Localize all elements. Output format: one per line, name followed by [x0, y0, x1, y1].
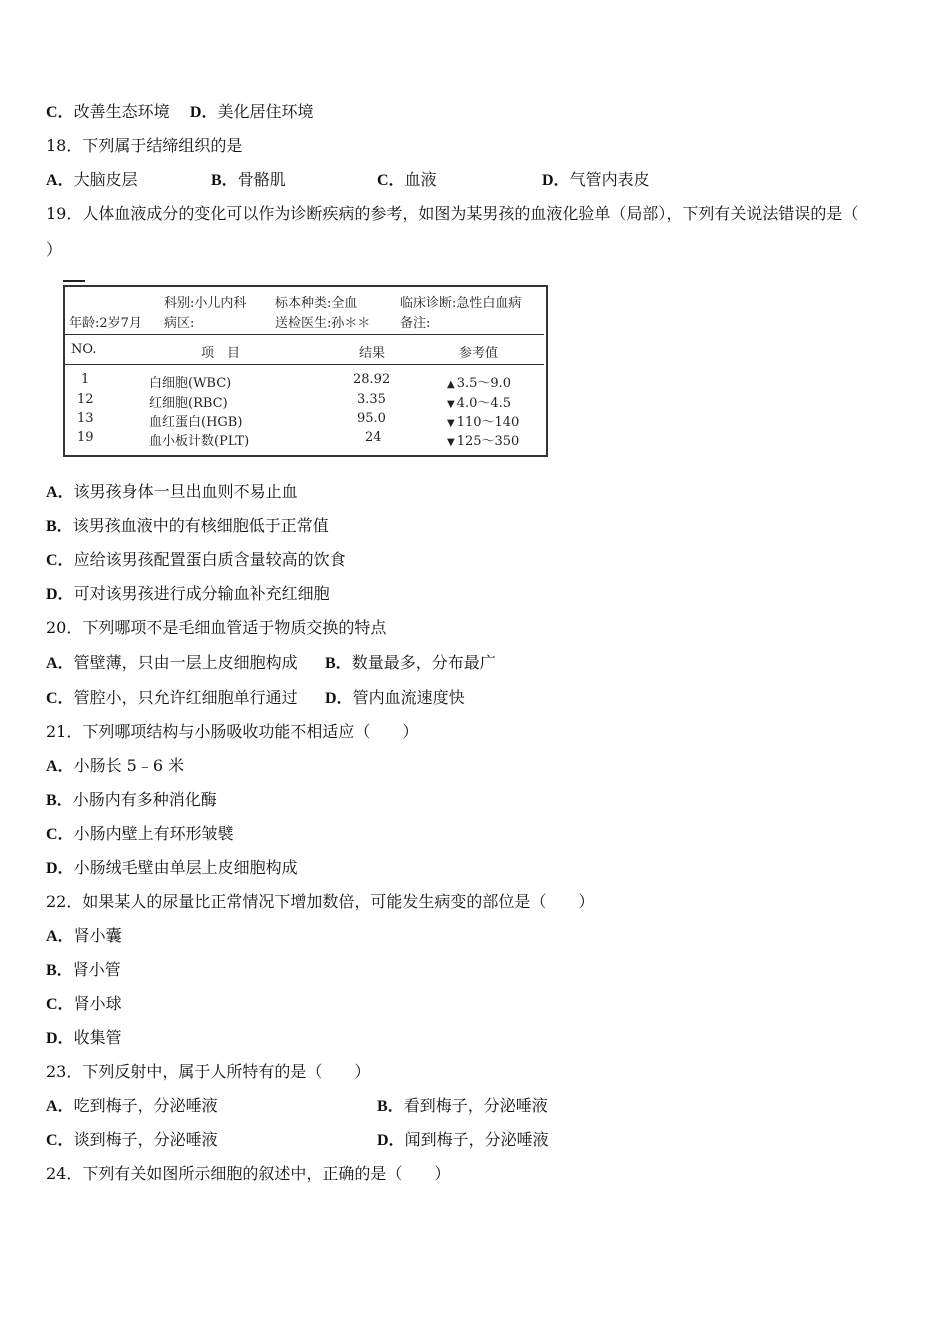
- q19-stem-line1: 19．人体血液成分的变化可以作为诊断疾病的参考，如图为某男孩的血液化验单（局部），下列有关说法错误的是（: [46, 204, 859, 223]
- q21-option-d: D．小肠绒毛壁由单层上皮细胞构成: [46, 858, 298, 877]
- report-age: 年龄:2岁7月: [69, 316, 142, 331]
- q17-options-cd: [46, 102, 314, 123]
- q22-option-c: C．肾小球: [46, 994, 122, 1013]
- q21-option-c: C．小肠内壁上有环形皱襞: [46, 824, 234, 843]
- q18-option-d: D．气管内表皮: [542, 170, 650, 189]
- q17-option-d-text: 美化居住环境: [217, 102, 314, 121]
- q23-option-a: A．吃到梅子，分泌唾液: [46, 1096, 218, 1115]
- q20-stem: 20．下列哪项不是毛细血管适于物质交换的特点: [46, 618, 387, 637]
- q19-stem-line2: ）: [46, 240, 63, 259]
- q20-option-a: A．管壁薄，只由一层上皮细胞构成: [46, 653, 298, 672]
- q19-option-b: B．该男孩血液中的有核细胞低于正常值: [46, 516, 329, 535]
- report-ward: 病区:: [164, 316, 195, 331]
- down-arrow-icon: ▼: [447, 399, 455, 410]
- q18-stem: 18．下列属于结缔组织的是: [46, 136, 243, 155]
- report-header-item: 项 目: [201, 346, 241, 361]
- q23-option-d: D．闻到梅子，分泌唾液: [377, 1130, 549, 1149]
- q22-option-a: A．肾小囊: [46, 926, 122, 945]
- down-arrow-icon: ▼: [447, 437, 455, 448]
- q17-option-d-label: D．: [189, 104, 218, 121]
- q21-stem: 21．下列哪项结构与小肠吸收功能不相适应（ ）: [46, 722, 419, 741]
- q19-option-a: A．该男孩身体一旦出血则不易止血: [46, 482, 298, 501]
- q23-option-c: C．谈到梅子，分泌唾液: [46, 1130, 218, 1149]
- q19-option-c: C．应给该男孩配置蛋白质含量较高的饮食: [46, 550, 346, 569]
- report-header-no: NO.: [71, 342, 97, 357]
- report-header-result: 结果: [359, 346, 386, 361]
- q22-stem: 22．如果某人的尿量比正常情况下增加数倍，可能发生病变的部位是（ ）: [46, 892, 595, 911]
- q21-option-b: B．小肠内有多种消化酶: [46, 790, 217, 809]
- q18-option-b: B．骨骼肌: [211, 170, 286, 189]
- q24-stem: 24．下列有关如图所示细胞的叙述中，正确的是（ ）: [46, 1164, 451, 1183]
- q23-stem: 23．下列反射中，属于人所特有的是（ ）: [46, 1062, 371, 1081]
- report-sample: 标本种类:全血: [275, 296, 358, 311]
- q21-option-a: A．小肠长 5﹣6 米: [46, 756, 185, 775]
- report-dept: 科别:小儿内科: [164, 296, 247, 311]
- report-diagnosis: 临床诊断:急性白血病: [400, 296, 522, 311]
- q17-option-c-label: C．: [46, 104, 74, 121]
- q18-option-a: A．大脑皮层: [46, 170, 138, 189]
- q22-option-b: B．肾小管: [46, 960, 121, 979]
- q20-option-c: C．管腔小，只允许红细胞单行通过: [46, 688, 298, 707]
- q22-option-d: D．收集管: [46, 1028, 122, 1047]
- q20-option-d: D．管内血流速度快: [325, 688, 465, 707]
- blood-test-report: 科别:小儿内科 标本种类:全血 临床诊断:急性白血病 年龄:2岁7月 病区: 送检医生:孙＊＊ 备注: NO. 项 目 结果 参考值 1 白细胞(WBC) 28.92 ▲ 3.5～9.0 12 红细胞(RBC) 3.35 ▼ 4.0～4.5 13 血红蛋白(HGB) 95.0 ▼ 110～140 19 血小板计数(PLT) 24 ▼ 125～350: [63, 280, 546, 454]
- down-arrow-icon: ▼: [447, 418, 455, 429]
- up-arrow-icon: ▲: [447, 379, 455, 390]
- report-note: 备注:: [400, 316, 431, 331]
- q18-option-c: C．血液: [377, 170, 437, 189]
- report-header-ref: 参考值: [459, 346, 499, 361]
- q17-option-c-text: 改善生态环境: [73, 102, 170, 121]
- q23-option-b: B．看到梅子，分泌唾液: [377, 1096, 548, 1115]
- q20-option-b: B．数量最多，分布最广: [325, 653, 496, 672]
- q19-option-d: D．可对该男孩进行成分输血补充红细胞: [46, 584, 330, 603]
- report-doctor: 送检医生:孙＊＊: [275, 316, 371, 331]
